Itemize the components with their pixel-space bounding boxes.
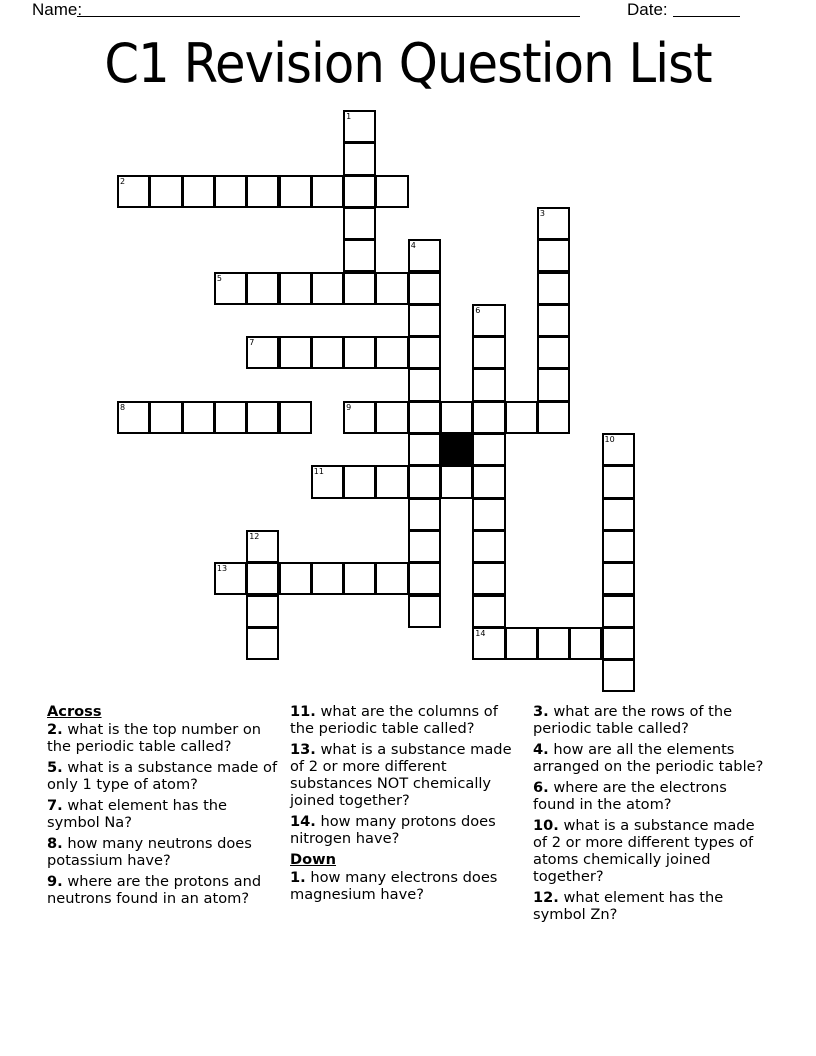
grid-cell[interactable]: [246, 530, 279, 563]
grid-cell[interactable]: [408, 401, 441, 434]
grid-cell[interactable]: [343, 336, 376, 369]
clue-text: what is a substance made of 2 or more different substances NOT chemically joined together?: [290, 741, 512, 809]
clue-text: what are the columns of the periodic table called?: [290, 703, 498, 737]
grid-cell[interactable]: [343, 142, 376, 175]
grid-cell[interactable]: [343, 239, 376, 272]
clue-across-11: [290, 703, 526, 737]
cell-number: 5: [216, 273, 222, 283]
cell-number: 2: [120, 176, 126, 186]
grid-cell[interactable]: [311, 465, 344, 498]
clue-number: 8.: [47, 835, 63, 852]
grid-cell[interactable]: [311, 562, 344, 595]
grid-cell[interactable]: [343, 207, 376, 240]
clue-text: what element has the symbol Zn?: [533, 889, 724, 923]
clue-down-1: [290, 869, 526, 903]
grid-cell[interactable]: [343, 272, 376, 305]
grid-cell[interactable]: [537, 239, 570, 272]
clue-down-6: [533, 779, 769, 813]
clue-number: 5.: [47, 759, 63, 776]
grid-cell[interactable]: [149, 175, 182, 208]
date-label: Date:: [627, 0, 668, 19]
cell-number: 8: [120, 402, 126, 412]
grid-cell[interactable]: [537, 272, 570, 305]
grid-cell[interactable]: [214, 175, 247, 208]
grid-cell[interactable]: [117, 175, 150, 208]
clue-column-2: [290, 703, 526, 907]
cell-number: 1: [346, 112, 352, 121]
clue-across-2: [47, 721, 283, 755]
clue-column-1: [47, 703, 283, 911]
clue-text: how many protons does nitrogen have?: [290, 813, 496, 847]
clue-number: 11.: [290, 703, 316, 720]
grid-cell[interactable]: [472, 530, 505, 563]
name-field[interactable]: [77, 16, 580, 17]
grid-cell[interactable]: [602, 659, 635, 692]
clue-down-4: [533, 741, 769, 775]
grid-cell[interactable]: [279, 336, 312, 369]
grid-cell[interactable]: [537, 627, 570, 660]
cell-number: 12: [249, 531, 260, 541]
grid-cell[interactable]: [343, 562, 376, 595]
across-heading: Across: [47, 703, 102, 720]
grid-cell[interactable]: [375, 465, 408, 498]
clue-number: 9.: [47, 873, 63, 890]
clue-number: 10.: [533, 817, 559, 834]
grid-cell[interactable]: [375, 336, 408, 369]
grid-cell[interactable]: [408, 368, 441, 401]
grid-cell[interactable]: [408, 239, 441, 272]
clue-text: what is a substance made of 2 or more different types of atoms chemically joined together?: [533, 817, 755, 885]
grid-cell[interactable]: [117, 401, 150, 434]
grid-cell[interactable]: [440, 465, 473, 498]
grid-cell[interactable]: [472, 627, 505, 660]
grid-cell[interactable]: [472, 562, 505, 595]
grid-cell[interactable]: [311, 175, 344, 208]
grid-cell[interactable]: [246, 562, 279, 595]
clue-text: what is the top number on the periodic table called?: [47, 721, 262, 755]
grid-cell[interactable]: [602, 627, 635, 660]
grid-cell[interactable]: [214, 562, 247, 595]
grid-cell[interactable]: [375, 562, 408, 595]
grid-cell[interactable]: [537, 336, 570, 369]
name-label: Name:: [32, 0, 83, 19]
clue-number: 14.: [290, 813, 316, 830]
grid-cell[interactable]: [472, 401, 505, 434]
grid-cell[interactable]: [602, 595, 635, 628]
clue-text: where are the protons and neutrons found in an atom?: [47, 873, 262, 907]
grid-cell[interactable]: [311, 336, 344, 369]
clue-across-9: [47, 873, 283, 907]
grid-cell[interactable]: [537, 304, 570, 337]
grid-cell[interactable]: [343, 465, 376, 498]
clue-number: 13.: [290, 741, 316, 758]
grid-cell[interactable]: [343, 175, 376, 208]
clue-across-8: [47, 835, 283, 869]
grid-cell[interactable]: [149, 401, 182, 434]
grid-cell[interactable]: [472, 336, 505, 369]
grid-cell[interactable]: [408, 498, 441, 531]
grid-cell[interactable]: [279, 272, 312, 305]
grid-cell[interactable]: [505, 401, 538, 434]
grid-cell[interactable]: [343, 110, 376, 143]
clue-down-10: [533, 817, 769, 885]
grid-cell[interactable]: [408, 465, 441, 498]
cell-number: 7: [249, 338, 255, 348]
cell-number: 6: [475, 305, 481, 315]
grid-cell[interactable]: [537, 368, 570, 401]
clue-across-7: [47, 797, 283, 831]
clue-text: what are the rows of the periodic table called?: [533, 703, 733, 737]
down-heading: Down: [290, 851, 337, 868]
grid-cell[interactable]: [408, 433, 441, 466]
clue-number: 2.: [47, 721, 63, 738]
grid-cell[interactable]: [537, 207, 570, 240]
cell-number: 14: [475, 628, 486, 638]
clue-number: 6.: [533, 779, 549, 796]
grid-cell[interactable]: [472, 498, 505, 531]
grid-cell[interactable]: [246, 175, 279, 208]
grid-cell[interactable]: [246, 272, 279, 305]
grid-cell[interactable]: [182, 175, 215, 208]
cell-number: 4: [410, 241, 416, 251]
grid-cell[interactable]: [246, 336, 279, 369]
grid-cell[interactable]: [246, 401, 279, 434]
cell-number: 3: [539, 208, 545, 218]
grid-cell[interactable]: [408, 595, 441, 628]
grid-cell[interactable]: [602, 530, 635, 563]
cell-number: 10: [604, 435, 615, 444]
grid-cell[interactable]: [602, 465, 635, 498]
grid-cell[interactable]: [440, 401, 473, 434]
clue-number: 4.: [533, 741, 549, 758]
grid-cell[interactable]: [472, 368, 505, 401]
grid-cell[interactable]: [214, 272, 247, 305]
grid-cell[interactable]: [602, 498, 635, 531]
grid-cell[interactable]: [279, 562, 312, 595]
grid-cell[interactable]: [343, 401, 376, 434]
grid-cell[interactable]: [279, 401, 312, 434]
clue-column-3: [533, 703, 769, 927]
clue-across-14: [290, 813, 526, 847]
grid-cell[interactable]: [214, 401, 247, 434]
clue-number: 1.: [290, 869, 306, 886]
clue-down-12: [533, 889, 769, 923]
clue-number: 12.: [533, 889, 559, 906]
grid-cell[interactable]: [246, 595, 279, 628]
clue-text: what element has the symbol Na?: [47, 797, 228, 831]
grid-cell[interactable]: [279, 175, 312, 208]
clue-text: how are all the elements arranged on the periodic table?: [533, 741, 764, 775]
clue-text: where are the electrons found in the atom?: [533, 779, 727, 813]
cell-number: 11: [313, 467, 324, 477]
clue-number: 7.: [47, 797, 63, 814]
grid-cell[interactable]: [472, 304, 505, 337]
grid-cell[interactable]: [182, 401, 215, 434]
grid-cell[interactable]: [569, 627, 602, 660]
date-field[interactable]: [673, 16, 740, 17]
grid-cell[interactable]: [408, 304, 441, 337]
grid-cell[interactable]: [375, 401, 408, 434]
grid-cell[interactable]: [408, 272, 441, 305]
cell-number: 9: [346, 402, 352, 412]
grid-cell[interactable]: [246, 627, 279, 660]
clue-number: 3.: [533, 703, 549, 720]
clue-text: how many electrons does magnesium have?: [290, 869, 498, 903]
grid-cell[interactable]: [472, 465, 505, 498]
grid-cell[interactable]: [375, 175, 408, 208]
grid-cell[interactable]: [505, 627, 538, 660]
grid-cell[interactable]: [472, 595, 505, 628]
grid-cell[interactable]: [408, 562, 441, 595]
grid-cell[interactable]: [472, 433, 505, 466]
cell-number: 13: [216, 564, 228, 574]
grid-cell[interactable]: [375, 272, 408, 305]
clue-down-3: [533, 703, 769, 737]
clue-text: what is a substance made of only 1 type of atom?: [47, 759, 278, 793]
clue-across-5: [47, 759, 283, 793]
grid-cell[interactable]: [602, 433, 635, 466]
clue-text: how many neutrons does potassium have?: [47, 835, 252, 869]
clue-across-13: [290, 741, 526, 809]
grid-cell[interactable]: [408, 530, 441, 563]
grid-cell[interactable]: [537, 401, 570, 434]
grid-cell[interactable]: [311, 272, 344, 305]
grid-cell[interactable]: [408, 336, 441, 369]
page-title: C1 Revision Question List: [104, 32, 712, 95]
grid-cell[interactable]: [602, 562, 635, 595]
black-cell: [440, 433, 473, 466]
